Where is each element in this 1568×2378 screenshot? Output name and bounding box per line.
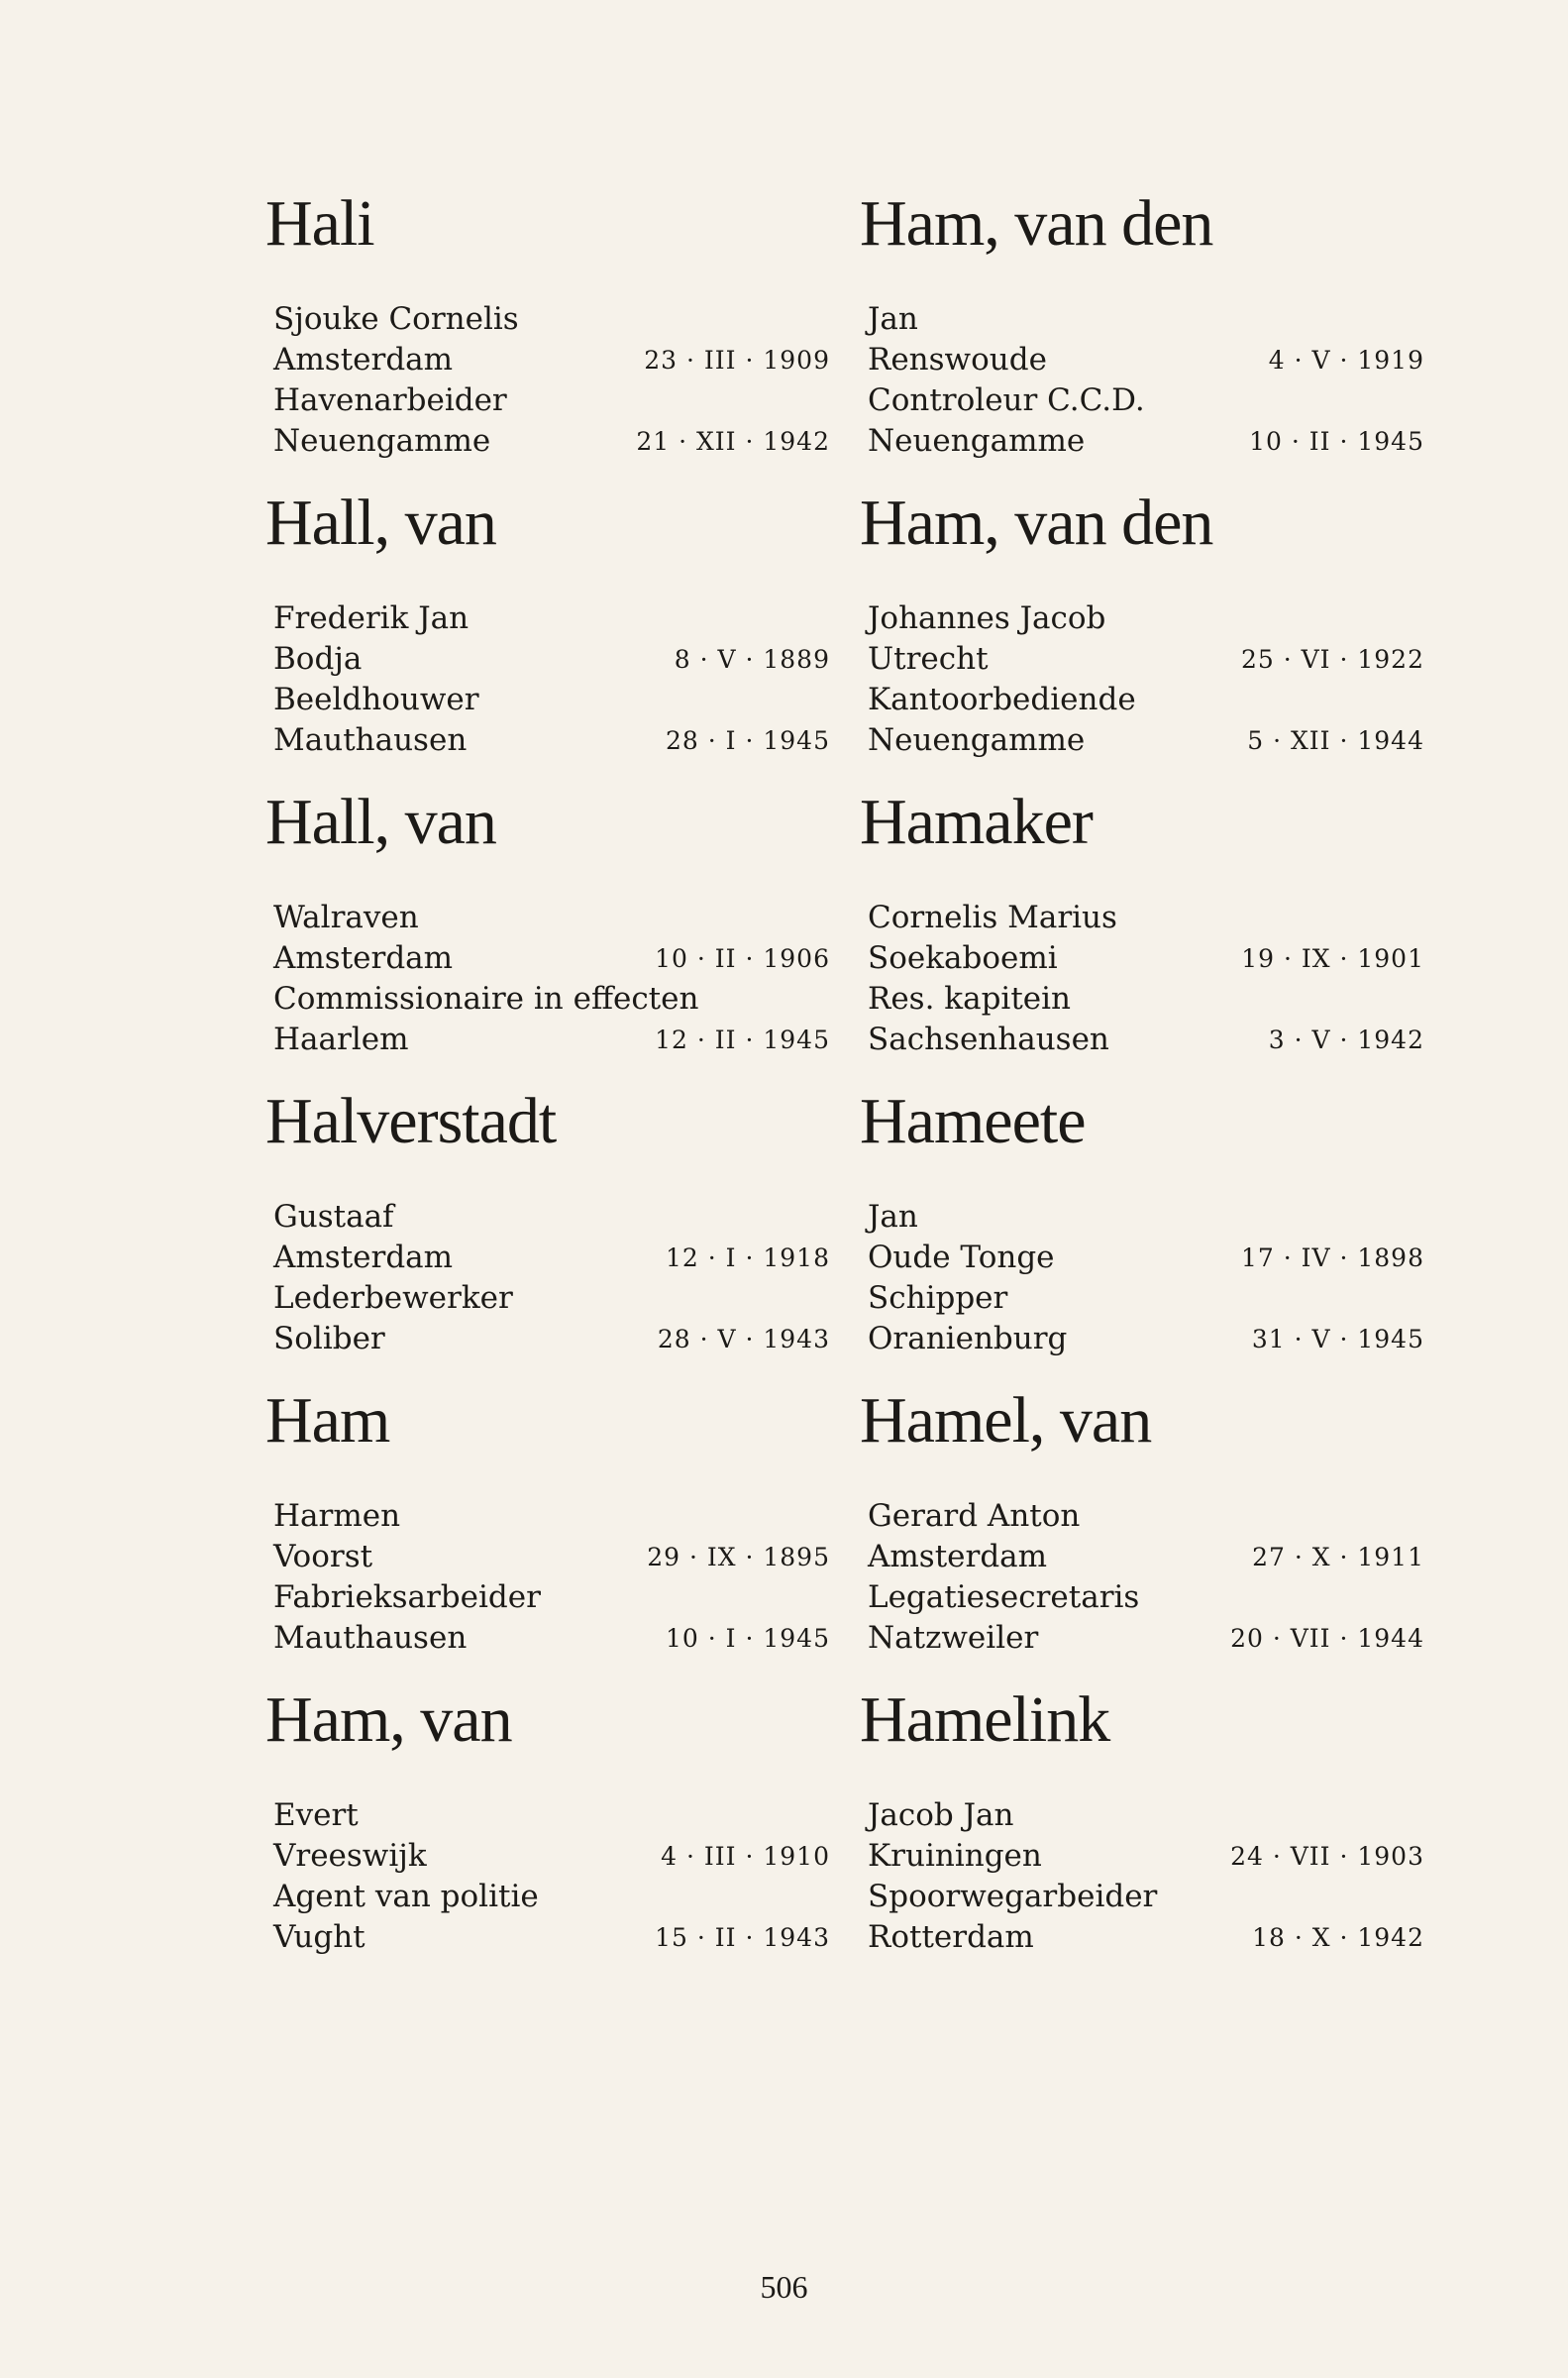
occupation-line: [860, 680, 1424, 720]
given-names: Evert: [273, 1797, 359, 1833]
surname-heading: Hamaker: [860, 786, 1093, 858]
memorial-entry: [860, 1086, 1424, 1385]
death-date: 10 · I · 1945: [666, 1624, 830, 1653]
death-line: [860, 1020, 1424, 1060]
memorial-entry: [265, 1086, 830, 1385]
occupation: Legatiesecretaris: [868, 1579, 1140, 1615]
occupation-line: [265, 979, 830, 1020]
death-place: Neuengamme: [273, 423, 491, 459]
given-names-line: [860, 299, 1424, 340]
death-line: [265, 720, 830, 761]
birthplace: Utrecht: [868, 641, 989, 677]
page-number: 506: [760, 2269, 808, 2305]
surname-heading: Hamel, van: [860, 1384, 1152, 1457]
birth-line: [265, 340, 830, 380]
surname-heading: Hali: [265, 187, 374, 260]
birth-date: 8 · V · 1889: [674, 645, 830, 674]
death-line: [860, 1917, 1424, 1958]
given-names: Gerard Anton: [868, 1498, 1081, 1534]
memorial-entry: [860, 1385, 1424, 1684]
given-names: Jan: [868, 1199, 918, 1235]
memorial-entry: [265, 1684, 830, 1984]
birthplace: Amsterdam: [273, 940, 454, 976]
birth-line: [860, 340, 1424, 380]
birthplace: Voorst: [273, 1539, 373, 1574]
birth-line: [860, 938, 1424, 979]
given-names: Walraven: [273, 900, 419, 935]
given-names-line: [860, 598, 1424, 639]
birth-date: 10 · II · 1906: [655, 944, 830, 973]
birth-line: [265, 639, 830, 680]
death-date: 18 · X · 1942: [1252, 1923, 1424, 1952]
right-column: [860, 188, 1424, 1984]
occupation-line: [265, 1877, 830, 1917]
birthplace: Bodja: [273, 641, 363, 677]
given-names-line: [265, 598, 830, 639]
death-place: Rotterdam: [868, 1919, 1034, 1955]
memorial-entry: [860, 787, 1424, 1086]
birthplace: Kruiningen: [868, 1838, 1042, 1874]
birthplace: Vreeswijk: [273, 1838, 427, 1874]
given-names: Johannes Jacob: [868, 600, 1106, 636]
death-place: Neuengamme: [868, 722, 1086, 758]
given-names-line: [265, 299, 830, 340]
surname-heading: Hall, van: [265, 786, 496, 858]
birth-date: 27 · X · 1911: [1252, 1543, 1424, 1571]
death-place: Oranienburg: [868, 1321, 1068, 1356]
death-line: [860, 1618, 1424, 1659]
birthplace: Renswoude: [868, 342, 1047, 378]
occupation: Fabrieksarbeider: [273, 1579, 541, 1615]
given-names-line: [860, 1496, 1424, 1537]
surname-heading: Hall, van: [265, 486, 496, 559]
birthplace: Soekaboemi: [868, 940, 1058, 976]
death-line: [265, 1319, 830, 1359]
birth-line: [265, 1537, 830, 1577]
occupation: Controleur C.C.D.: [868, 382, 1145, 418]
occupation: Commissionaire in effecten: [273, 981, 699, 1017]
death-place: Mauthausen: [273, 722, 468, 758]
birthplace: Oude Tonge: [868, 1240, 1055, 1275]
given-names-line: [265, 898, 830, 938]
death-place: Mauthausen: [273, 1620, 468, 1656]
death-date: 28 · I · 1945: [666, 726, 830, 755]
birth-line: [860, 1537, 1424, 1577]
surname-heading: Hameete: [860, 1085, 1086, 1157]
left-column: [265, 188, 830, 1984]
surname-heading: Halverstadt: [265, 1085, 557, 1157]
occupation-line: [860, 380, 1424, 421]
death-place: Haarlem: [273, 1022, 409, 1057]
death-line: [860, 1319, 1424, 1359]
death-date: 21 · XII · 1942: [636, 427, 830, 456]
occupation-line: [860, 1278, 1424, 1319]
death-date: 31 · V · 1945: [1251, 1325, 1424, 1353]
given-names-line: [265, 1197, 830, 1238]
death-place: Natzweiler: [868, 1620, 1039, 1656]
death-place: Neuengamme: [868, 423, 1086, 459]
surname-heading: Hamelink: [860, 1683, 1110, 1756]
birth-line: [265, 1836, 830, 1877]
occupation-line: [265, 380, 830, 421]
surname-heading: Ham: [265, 1384, 390, 1457]
surname-heading: Ham, van: [265, 1683, 512, 1756]
memorial-entry: [265, 1385, 830, 1684]
surname-heading: Ham, van den: [860, 187, 1213, 260]
birth-date: 4 · V · 1919: [1268, 346, 1424, 375]
given-names-line: [860, 1197, 1424, 1238]
memorial-entry: [265, 487, 830, 787]
given-names-line: [265, 1496, 830, 1537]
birth-date: 25 · VI · 1922: [1240, 645, 1424, 674]
occupation-line: [860, 1577, 1424, 1618]
given-names-line: [860, 1795, 1424, 1836]
birth-date: 4 · III · 1910: [661, 1842, 830, 1871]
given-names-line: [265, 1795, 830, 1836]
occupation: Res. kapitein: [868, 981, 1072, 1017]
given-names: Cornelis Marius: [868, 900, 1117, 935]
given-names-line: [860, 898, 1424, 938]
given-names: Harmen: [273, 1498, 401, 1534]
death-place: Soliber: [273, 1321, 385, 1356]
death-line: [265, 1020, 830, 1060]
surname-heading: Ham, van den: [860, 486, 1213, 559]
birth-date: 12 · I · 1918: [666, 1243, 830, 1272]
death-date: 28 · V · 1943: [657, 1325, 830, 1353]
occupation: Spoorwegarbeider: [868, 1879, 1158, 1914]
memorial-entry: [265, 188, 830, 487]
memorial-entry: [860, 188, 1424, 487]
birthplace: Amsterdam: [868, 1539, 1048, 1574]
occupation-line: [860, 1877, 1424, 1917]
birth-date: 24 · VII · 1903: [1230, 1842, 1424, 1871]
occupation: Agent van politie: [273, 1879, 539, 1914]
birth-line: [860, 1238, 1424, 1278]
memorial-entry: [860, 1684, 1424, 1984]
birthplace: Amsterdam: [273, 1240, 454, 1275]
occupation: Kantoorbediende: [868, 682, 1136, 717]
occupation: Schipper: [868, 1280, 1008, 1316]
death-line: [265, 1618, 830, 1659]
birth-date: 17 · IV · 1898: [1240, 1243, 1424, 1272]
given-names: Sjouke Cornelis: [273, 301, 519, 337]
given-names: Frederik Jan: [273, 600, 470, 636]
death-line: [860, 720, 1424, 761]
occupation: Havenarbeider: [273, 382, 507, 418]
death-date: 5 · XII · 1944: [1247, 726, 1424, 755]
given-names: Gustaaf: [273, 1199, 394, 1235]
death-date: 10 · II · 1945: [1249, 427, 1424, 456]
death-date: 12 · II · 1945: [655, 1026, 830, 1054]
given-names: Jan: [868, 301, 918, 337]
occupation-line: [265, 1278, 830, 1319]
death-date: 15 · II · 1943: [655, 1923, 830, 1952]
given-names: Jacob Jan: [868, 1797, 1014, 1833]
death-line: [265, 1917, 830, 1958]
birth-line: [265, 938, 830, 979]
death-date: 3 · V · 1942: [1268, 1026, 1424, 1054]
birth-line: [860, 639, 1424, 680]
occupation: Beeldhouwer: [273, 682, 479, 717]
birth-date: 23 · III · 1909: [644, 346, 830, 375]
memorial-entry: [860, 487, 1424, 787]
birthplace: Amsterdam: [273, 342, 454, 378]
occupation-line: [265, 1577, 830, 1618]
memorial-entry: [265, 787, 830, 1086]
death-date: 20 · VII · 1944: [1230, 1624, 1424, 1653]
death-line: [860, 421, 1424, 462]
death-place: Vught: [273, 1919, 366, 1955]
birth-line: [860, 1836, 1424, 1877]
birth-date: 29 · IX · 1895: [647, 1543, 830, 1571]
death-place: Sachsenhausen: [868, 1022, 1109, 1057]
occupation: Lederbewerker: [273, 1280, 513, 1316]
occupation-line: [860, 979, 1424, 1020]
death-line: [265, 421, 830, 462]
birth-line: [265, 1238, 830, 1278]
birth-date: 19 · IX · 1901: [1241, 944, 1424, 973]
occupation-line: [265, 680, 830, 720]
